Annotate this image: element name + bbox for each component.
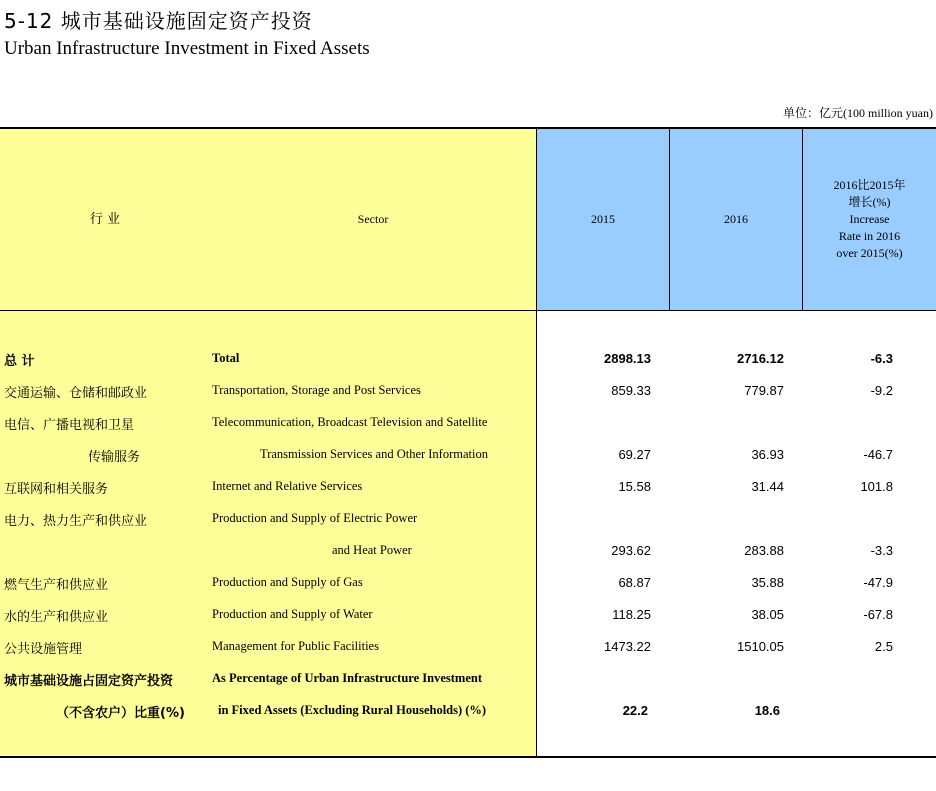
row-sector-en: As Percentage of Urban Infrastructure Investment xyxy=(212,671,482,685)
row-sector-en: Management for Public Facilities xyxy=(212,639,379,653)
row-value-2016: 18.6 xyxy=(754,703,780,718)
header-increase-rate xyxy=(803,129,936,310)
row-sector-en: Production and Supply of Electric Power xyxy=(212,511,418,525)
row-value-2015: 68.87 xyxy=(618,575,651,590)
table-title-cn: 5-12 城市基础设施固定资产投资 xyxy=(4,9,313,33)
row-sector-en: Total xyxy=(212,351,240,365)
row-rate: -3.3 xyxy=(870,543,893,558)
row-sector-en: Production and Supply of Water xyxy=(212,607,373,621)
row-sector-cn: （不含农户）比重(%) xyxy=(56,706,185,721)
row-value-2015: 2898.13 xyxy=(604,351,651,366)
row-rate: -47.9 xyxy=(863,575,893,590)
row-sector-cn: 互联网和相关服务 xyxy=(4,482,109,497)
row-sector-cn: 城市基础设施占固定资产投资 xyxy=(4,674,174,689)
row-sector-cn: 电信、广播电视和卫星 xyxy=(4,418,135,433)
row-sector-en: Production and Supply of Gas xyxy=(212,575,363,589)
header-sector-cn: 行 业 xyxy=(89,212,121,227)
row-value-2015: 15.58 xyxy=(618,479,651,494)
row-sector-en: Internet and Relative Services xyxy=(212,479,363,493)
row-rate: -46.7 xyxy=(863,447,893,462)
header-increase-line: Increase xyxy=(849,212,890,226)
row-sector-cn: 水的生产和供应业 xyxy=(4,610,109,625)
row-sector-en: and Heat Power xyxy=(332,543,412,557)
header-2015: 2015 xyxy=(591,212,615,226)
row-rate: -6.3 xyxy=(870,351,893,366)
unit-label: 单位：亿元(100 million yuan) xyxy=(783,106,933,120)
row-value-2016: 36.93 xyxy=(751,447,784,462)
header-bottom-rule xyxy=(0,310,936,311)
row-value-2016: 283.88 xyxy=(744,543,784,558)
row-rate: -9.2 xyxy=(870,383,893,398)
row-sector-en: Transmission Services and Other Information xyxy=(260,447,488,461)
row-value-2016: 779.87 xyxy=(744,383,784,398)
row-value-2015: 118.25 xyxy=(612,607,651,622)
row-value-2015: 1473.22 xyxy=(604,639,651,654)
row-sector-cn: 交通运输、仓储和邮政业 xyxy=(4,386,148,401)
row-sector-en: Telecommunication, Broadcast Television and Satellite xyxy=(212,415,488,429)
header-increase-line: Rate in 2016 xyxy=(838,229,901,243)
row-value-2015: 293.62 xyxy=(611,543,651,558)
table-title-en: Urban Infrastructure Investment in Fixed Assets xyxy=(4,38,370,59)
row-value-2015: 22.2 xyxy=(622,703,648,718)
header-2016: 2016 xyxy=(724,212,748,226)
row-value-2016: 31.44 xyxy=(751,479,784,494)
row-rate: 2.5 xyxy=(874,639,893,654)
row-sector-cn: 传输服务 xyxy=(88,450,141,465)
row-value-2015: 69.27 xyxy=(618,447,651,462)
row-sector-en: Transportation, Storage and Post Services xyxy=(212,383,421,397)
row-sector-cn: 总 计 xyxy=(4,354,35,369)
body-sector-background xyxy=(0,311,536,757)
row-rate: -67.8 xyxy=(863,607,893,622)
row-sector-cn: 公共设施管理 xyxy=(4,642,83,657)
row-sector-cn: 燃气生产和供应业 xyxy=(4,578,109,593)
header-increase-line: 2016比2015年 xyxy=(833,178,906,192)
row-value-2016: 38.05 xyxy=(751,607,784,622)
row-sector-en: in Fixed Assets (Excluding Rural Households) (%) xyxy=(218,703,487,717)
header-sector-en: Sector xyxy=(357,212,389,226)
row-sector-cn: 电力、热力生产和供应业 xyxy=(4,514,148,529)
row-value-2016: 35.88 xyxy=(751,575,784,590)
row-rate: 101.8 xyxy=(860,479,893,494)
header-increase-line: 增长(%) xyxy=(848,195,891,209)
row-value-2016: 1510.05 xyxy=(737,639,784,654)
row-value-2016: 2716.12 xyxy=(737,351,784,366)
row-value-2015: 859.33 xyxy=(611,383,651,398)
header-increase-line: over 2015(%) xyxy=(836,246,903,260)
table-bottom-rule xyxy=(0,756,936,758)
